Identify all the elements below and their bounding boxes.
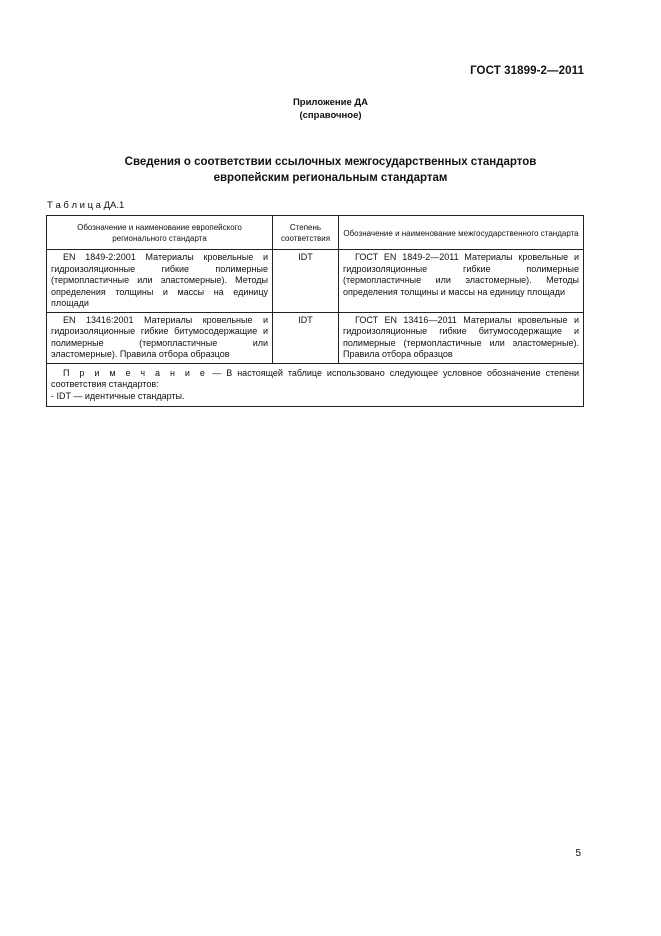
- note-label: П р и м е ч а н и е: [63, 367, 208, 378]
- cell-interstate-standard: ГОСТ EN 1849-2—2011 Материалы кровельные и гидроизоляционные гибкие полимерные (термопластичные или эластомерные). Методы определения толщины и массы на единицу площади: [339, 250, 584, 313]
- column-header-interstate: Обозначение и наименование межгосударственного стандарта: [339, 216, 584, 250]
- section-title-line-2: европейским региональным стандартам: [213, 172, 448, 184]
- cell-european-standard: EN 13416:2001 Материалы кровельные и гидроизоляционные гибкие битумосодержащие и полимерные (термопластичные или эластомерные). Правила отбора образцов: [47, 312, 273, 363]
- table-note: [47, 363, 584, 407]
- column-header-european: Обозначение и наименование европейского регионального стандарта: [47, 216, 273, 250]
- note-item: - IDT — идентичные стандарты.: [51, 390, 185, 401]
- appendix-subtitle: (справочное): [299, 110, 362, 121]
- table-row: [47, 250, 584, 313]
- section-title: [0, 154, 661, 186]
- cell-interstate-standard: ГОСТ EN 13416—2011 Материалы кровельные и гидроизоляционные гибкие битумосодержащие и полимерные (термопластичные или эластомерные). Правила отбора образцов: [339, 312, 584, 363]
- correspondence-table: [46, 215, 584, 407]
- cell-degree: IDT: [273, 250, 339, 313]
- section-title-line-1: Сведения о соответствии ссылочных межгосударственных стандартов: [124, 156, 537, 168]
- table-header-row: [47, 216, 584, 250]
- cell-degree: IDT: [273, 312, 339, 363]
- column-header-degree: Степень соответствия: [273, 216, 339, 250]
- appendix-heading: [0, 96, 661, 122]
- table-row: [47, 312, 584, 363]
- cell-european-standard: EN 1849-2:2001 Материалы кровельные и гидроизоляционные гибкие полимерные (термопластичные или эластомерные). Методы определения толщины и массы на единицу площади: [47, 250, 273, 313]
- table-caption: Т а б л и ц а ДА.1: [47, 200, 125, 211]
- appendix-title: Приложение ДА: [292, 97, 369, 108]
- document-code: ГОСТ 31899-2—2011: [470, 65, 584, 77]
- note-paragraph: [51, 368, 579, 391]
- page-number: 5: [575, 848, 581, 859]
- correspondence-table-wrapper: [46, 215, 583, 407]
- note-text: — В настоящей таблице использовано следующее условное обозначение степени соответствия стандартов:: [51, 367, 579, 389]
- table-note-row: [47, 363, 584, 407]
